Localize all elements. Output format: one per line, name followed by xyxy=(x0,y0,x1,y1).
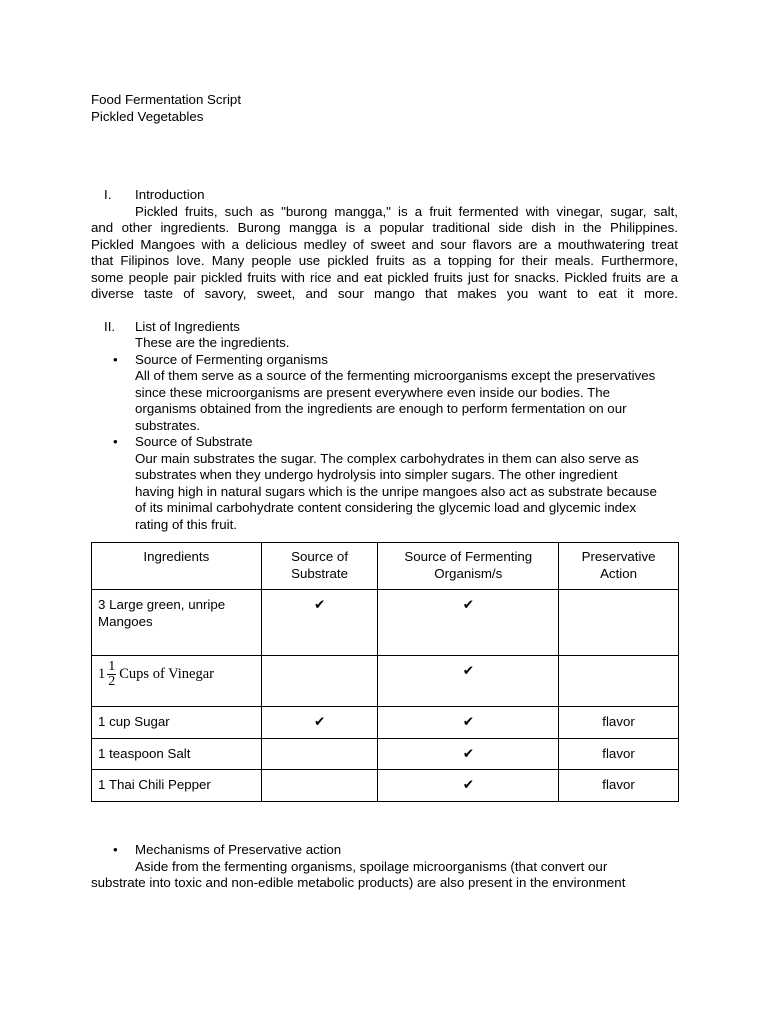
section-heading: Introduction xyxy=(135,187,205,202)
header-text: Source of Fermenting xyxy=(404,549,533,564)
fraction-denominator: 2 xyxy=(108,674,116,689)
body-line: substrates. xyxy=(135,417,201,433)
fraction-numerator: 1 xyxy=(108,659,116,674)
section-ingredients-heading xyxy=(91,319,678,336)
cell-preservative xyxy=(559,656,679,707)
cell-substrate xyxy=(261,739,378,770)
paragraph-line: Pickled fruits, such as "burong mangga," is a fruit fermented with vinegar, sugar, salt, xyxy=(135,203,678,219)
header-text: Source of xyxy=(291,549,349,564)
bullet-source-of-substrate xyxy=(91,434,678,451)
paragraph-line: and other ingredients. Burong mangga is a popular traditional side dish in the Philippines. xyxy=(91,220,678,235)
body-line: substrates when they undergo hydrolysis into simpler sugars. The other ingredient xyxy=(135,467,618,482)
header-text: Preservative xyxy=(581,549,656,564)
paragraph-line: Pickled Mangoes with a delicious medley of sweet and sour flavors are a mouthwatering treat xyxy=(91,236,678,252)
bullet-fermenting-organisms xyxy=(91,352,678,369)
body-line: organisms obtained from the ingredients are enough to perform fermentation on our xyxy=(135,401,627,416)
cell-fermenting: ✔ xyxy=(378,739,559,770)
header-text: Organism/s xyxy=(434,565,503,581)
header-preservative-action xyxy=(559,543,679,590)
table-row xyxy=(92,656,679,707)
bullet-icon: • xyxy=(113,842,118,857)
header-text: Substrate xyxy=(291,565,349,581)
paragraph-line: some people pair pickled fruits with rice and eat pickled fruits just for snacks. Pickled fruits are a xyxy=(91,269,678,285)
cell-text: Mangoes xyxy=(98,613,153,629)
cell-fermenting: ✔ xyxy=(378,656,559,707)
bullet-body xyxy=(91,451,678,534)
cell-fermenting: ✔ xyxy=(378,770,559,802)
bullet-icon: • xyxy=(113,351,118,367)
cell-ingredient: 1 cup Sugar xyxy=(92,707,262,739)
section-heading: List of Ingredients xyxy=(135,318,240,334)
paragraph-line: that Filipinos love. Many people use pickled fruits as a topping for their meals. Furthermore, xyxy=(91,253,678,268)
body-line: Our main substrates the sugar. The complex carbohydrates in them can also serve as xyxy=(135,450,639,466)
cell-fermenting: ✔ xyxy=(378,707,559,739)
cell-preservative: flavor xyxy=(559,739,679,770)
cell-preservative xyxy=(559,590,679,656)
header-ingredients xyxy=(92,543,262,590)
bullet-mechanisms xyxy=(91,842,678,859)
ingredients-table xyxy=(91,542,679,802)
header-source-of-fermenting xyxy=(378,543,559,590)
bullet-title: Mechanisms of Preservative action xyxy=(135,842,342,857)
bullet-title: Source of Substrate xyxy=(135,434,253,449)
table-row xyxy=(92,770,679,802)
cell-ingredient xyxy=(92,656,262,707)
document-title: Food Fermentation Script xyxy=(91,92,242,107)
document-page xyxy=(91,92,678,533)
paragraph-line: diverse taste of savory, sweet, and sour mango that makes you want to eat it more. xyxy=(91,286,678,301)
bullet-title: Source of Fermenting organisms xyxy=(135,351,328,367)
cell-preservative: flavor xyxy=(559,707,679,739)
section-number: I. xyxy=(104,187,112,202)
cell-ingredient xyxy=(92,590,262,656)
body-line: rating of this fruit. xyxy=(135,516,237,532)
cell-substrate xyxy=(261,770,378,802)
body-line: All of them serve as a source of the fermenting microorganisms except the preservatives xyxy=(135,368,656,383)
mechanisms-section xyxy=(91,842,678,892)
section-introduction-heading xyxy=(91,187,678,204)
header-text: Action xyxy=(600,565,638,581)
cell-preservative: flavor xyxy=(559,770,679,802)
cell-text: 3 Large green, unripe xyxy=(98,597,226,612)
bullet-body xyxy=(91,368,678,434)
body-line: of its minimal carbohydrate content considering the glycemic load and glycemic index xyxy=(135,500,637,515)
cell-fermenting: ✔ xyxy=(378,590,559,656)
cell-substrate: ✔ xyxy=(261,590,378,656)
table-row xyxy=(92,739,679,770)
table-header-row xyxy=(92,543,679,590)
mechanisms-line: Aside from the fermenting organisms, spoilage microorganisms (that convert our xyxy=(135,858,608,874)
table-row xyxy=(92,707,679,739)
fraction xyxy=(107,660,116,689)
body-line: having high in natural sugars which is the unripe mangoes also act as substrate because xyxy=(135,483,657,499)
table-row xyxy=(92,590,679,656)
cell-ingredient: 1 Thai Chili Pepper xyxy=(92,770,262,802)
header-text: Ingredients xyxy=(143,549,210,564)
cell-substrate xyxy=(261,656,378,707)
ingredients-lead: These are the ingredients. xyxy=(135,335,290,350)
fraction-whole: 1 xyxy=(98,666,106,683)
bullet-icon: • xyxy=(113,434,118,449)
header-source-of-substrate xyxy=(261,543,378,590)
section-number: II. xyxy=(104,318,116,334)
body-line: since these microorganisms are present everywhere even inside our bodies. The xyxy=(135,384,610,400)
document-subtitle: Pickled Vegetables xyxy=(91,108,204,124)
cell-ingredient: 1 teaspoon Salt xyxy=(92,739,262,770)
cell-substrate: ✔ xyxy=(261,707,378,739)
mechanisms-line: substrate into toxic and non-edible metabolic products) are also present in the environment xyxy=(91,875,626,890)
vinegar-text: Cups of Vinegar xyxy=(119,666,214,683)
introduction-paragraph xyxy=(91,204,678,303)
